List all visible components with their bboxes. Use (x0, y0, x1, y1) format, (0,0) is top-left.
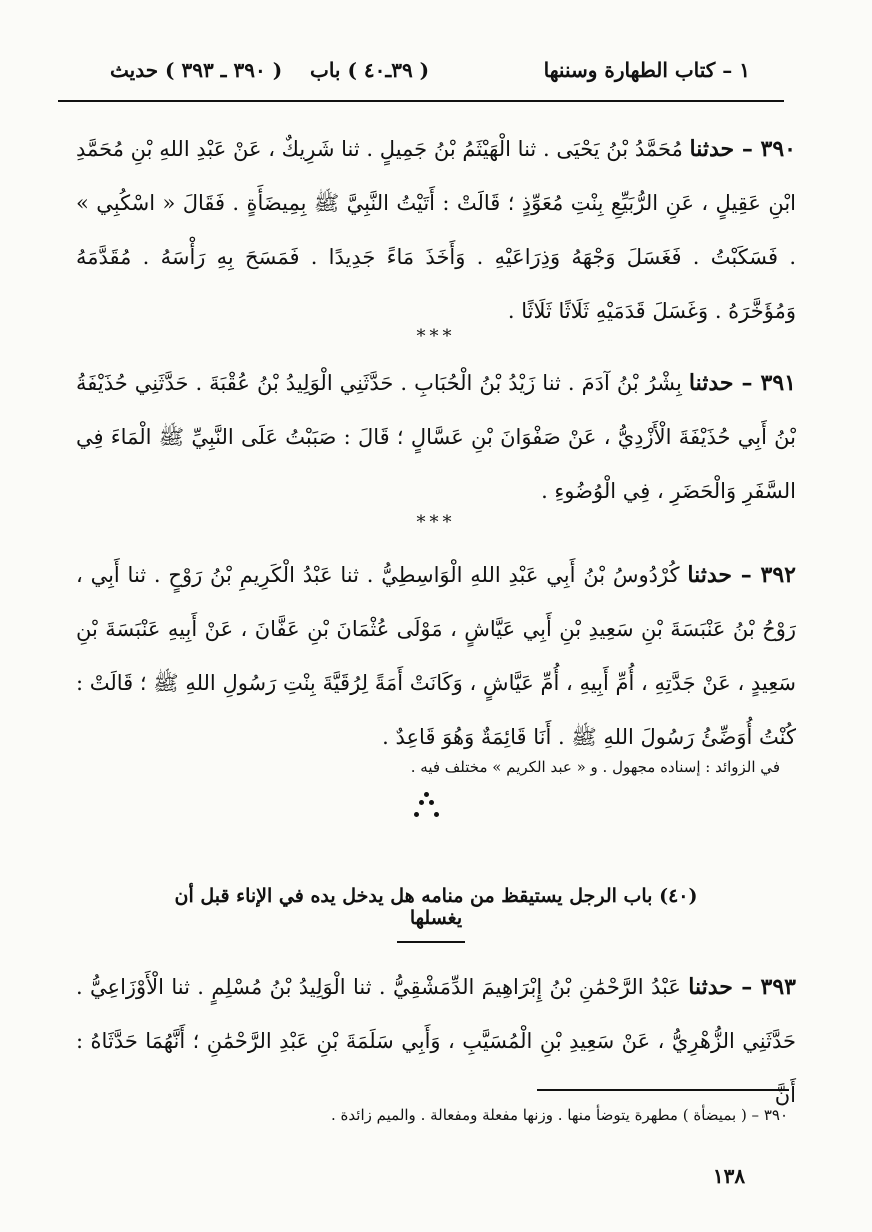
ornament-icon (408, 790, 448, 824)
bab-range: ( ٣٩ـ٤٠ ) باب (310, 58, 430, 82)
hadith-number: ٣٩٠ – حدثنا (689, 136, 796, 162)
chapter-title: ١ – كتاب الطهارة وسننها (543, 58, 750, 82)
running-header (110, 58, 750, 98)
hadith-text: كُرْدُوسُ بْنُ أَبِي عَبْدِ اللهِ الْوَاسِطِيُّ . ثنا عَبْدُ الْكَرِيمِ بْنُ رَوْحٍ . ثنا أَبِي ، رَوْحُ بْنُ عَنْبَسَةَ بْنِ سَعِيدِ بْنِ أَبِي عَيَّاشٍ ، مَوْلَى عُثْمَانَ بْنِ عَفَّانَ ، عَنْ أَبِيهِ عَنْبَسَةَ بْنِ سَعِيدٍ ، عَنْ جَدَّتِهِ ، أُمِّ أَبِيهِ ، أُمِّ عَيَّاشٍ ، وَكَانَتْ أَمَةً لِرُقَيَّةَ بِنْتِ رَسُولِ اللهِ ﷺ ؛ قَالَتْ : كُنْتُ أُوَضِّئُ رَسُولَ اللهِ ﷺ . أَنَا قَائِمَةٌ وَهُوَ قَاعِدٌ . (76, 563, 796, 749)
page-number: ١٣٨ (712, 1164, 746, 1188)
hadith-390 (76, 122, 796, 338)
hadith-text: مُحَمَّدُ بْنُ يَحْيَى . ثنا الْهَيْثَمُ بْنُ جَمِيلٍ . ثنا شَرِيكٌ ، عَنْ عَبْدِ اللهِ بْنِ مُحَمَّدِ ابْنِ عَقِيلٍ ، عَنِ الرُّبَيِّعِ بِنْتِ مُعَوِّذٍ ؛ قَالَتْ : أَتَيْتُ النَّبِيَّ ﷺ بِمِيضَأَةٍ . فَقَالَ « اسْكُبِي » . فَسَكَبْتُ . فَغَسَلَ وَجْهَهُ وَذِرَاعَيْهِ . وَأَخَذَ مَاءً جَدِيدًا . فَمَسَحَ بِهِ رَأْسَهُ . مُقَدَّمَهُ وَمُؤَخَّرَهُ . وَغَسَلَ قَدَمَيْهِ ثَلَاثًا ثَلَاثًا . (76, 137, 796, 323)
bab-title: (٤٠) باب الرجل يستيقظ من منامه هل يدخل يده في الإناء قبل أن يغسلها (174, 885, 698, 929)
footnote: ٣٩٠ – ( بميضأة ) مطهرة يتوضأ منها . وزنها مفعلة ومفعالة . والميم زائدة . (331, 1106, 788, 1124)
separator-stars: *** (416, 512, 456, 533)
hadith-text: عَبْدُ الرَّحْمَٰنِ بْنُ إِبْرَاهِيمَ الدِّمَشْقِيُّ . ثنا الْوَلِيدُ بْنُ مُسْلِمٍ . ثنا الْأَوْزَاعِيُّ . حَدَّثَنِي الزُّهْرِيُّ ، عَنْ سَعِيدِ بْنِ الْمُسَيَّبِ ، وَأَبِي سَلَمَةَ بْنِ عَبْدِ الرَّحْمَٰنِ ؛ أَنَّهُمَا حَدَّثَاهُ : أَنَّ (76, 975, 796, 1107)
hadith-391 (76, 356, 796, 518)
hadith-text: بِشْرُ بْنُ آدَمَ . ثنا زَيْدُ بْنُ الْحُبَابِ . حَدَّثَنِي الْوَلِيدُ بْنُ عُقْبَةَ . حَدَّثَنِي حُذَيْفَةُ بْنُ أَبِي حُذَيْفَةَ الْأَزْدِيُّ ، عَنْ صَفْوَانَ بْنِ عَسَّالٍ ؛ قَالَ : صَبَبْتُ عَلَى النَّبِيِّ ﷺ الْمَاءَ فِي السَّفَرِ وَالْحَضَرِ ، فِي الْوُضُوءِ . (76, 371, 796, 503)
hadith-number: ٣٩٢ – حدثنا (687, 562, 796, 588)
footnote-rule (537, 1089, 789, 1091)
hadith-393 (76, 960, 796, 1122)
zawaid-note: في الزوائد : إسناده مجهول . و « عبد الكريم » مختلف فيه . (410, 758, 780, 776)
bab-rule (397, 941, 465, 943)
header-rule (58, 100, 784, 102)
hadith-number: ٣٩١ – حدثنا (688, 370, 796, 396)
hadith-392 (76, 548, 796, 764)
separator-stars: *** (416, 326, 456, 347)
hadith-number: ٣٩٣ – حدثنا (688, 974, 796, 1000)
hadith-range: ( ٣٩٠ ـ ٣٩٣ ) حديث (110, 58, 283, 82)
